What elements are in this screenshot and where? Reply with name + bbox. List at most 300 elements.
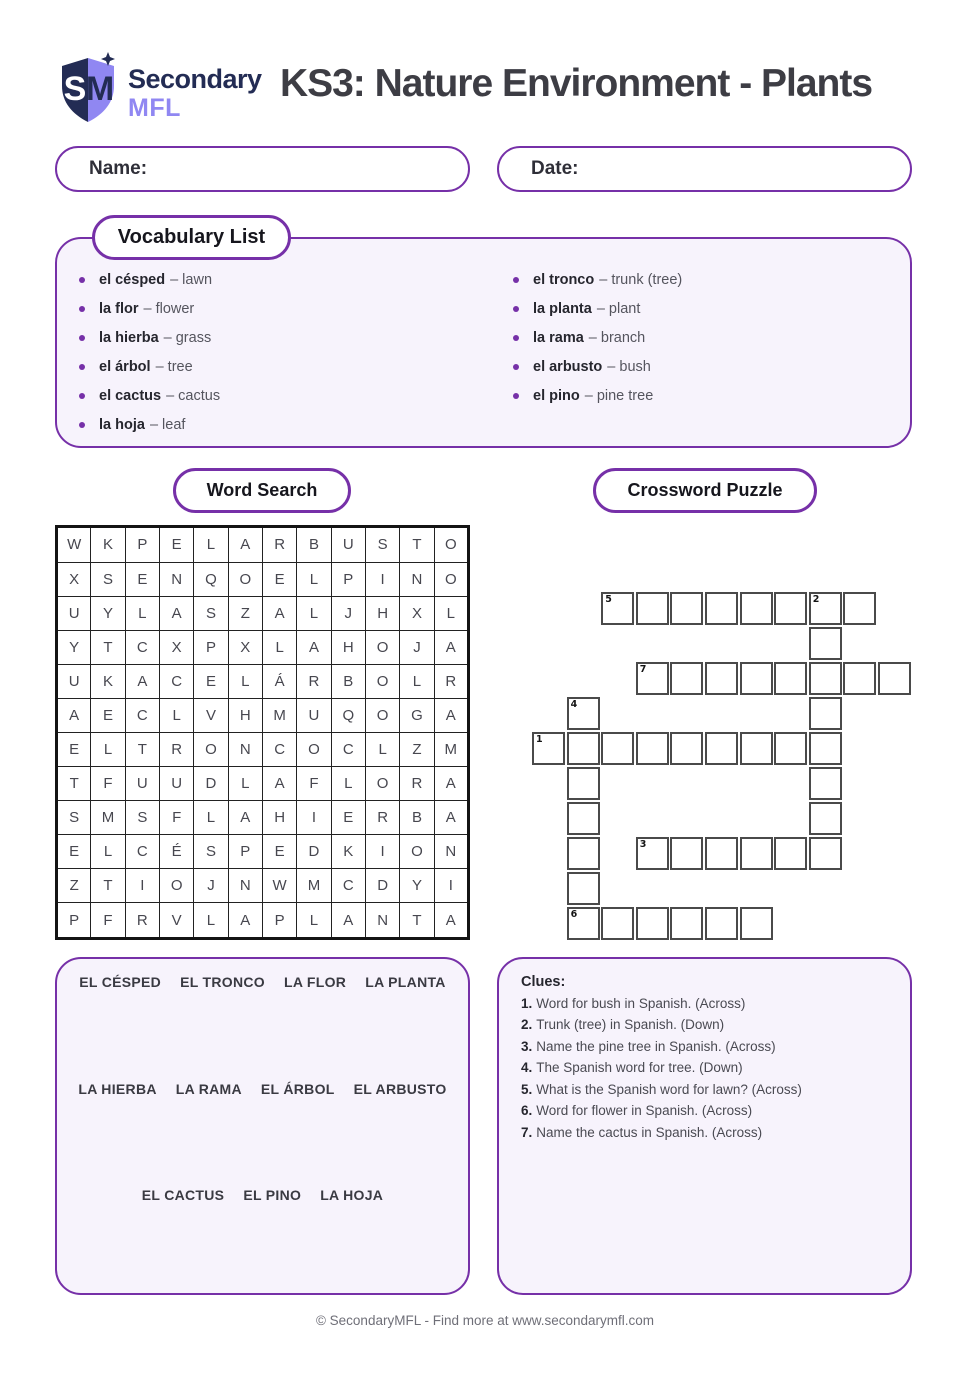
word-search-cell: L [331, 767, 365, 801]
logo [58, 52, 262, 128]
word-search-cell: Z [400, 732, 434, 766]
clues-list [521, 974, 896, 1146]
crossword-cell [774, 732, 807, 765]
crossword-cell [740, 732, 773, 765]
word-search-cell: A [228, 527, 262, 563]
word-search-cell: E [331, 801, 365, 835]
word-search-cell: R [159, 732, 193, 766]
word-list-word: LA RAMA [175, 1081, 242, 1097]
crossword-cell [636, 732, 669, 765]
clue-number: 5. [521, 1081, 533, 1097]
word-search-cell: A [434, 767, 468, 801]
word-search-cell: A [262, 596, 296, 630]
word-search-cell: M [297, 869, 331, 903]
vocab-translation: – flower [143, 300, 195, 317]
bullet-icon [513, 364, 519, 370]
clue-text: What is the Spanish word for lawn? (Across) [536, 1081, 802, 1097]
clue-line [521, 1082, 896, 1104]
clue-line [521, 1039, 896, 1061]
logo-text-top: Secondary [128, 64, 262, 94]
word-search-cell: N [159, 562, 193, 596]
vocab-translation: – grass [163, 329, 212, 346]
vocab-translation: – branch [588, 329, 646, 346]
word-search-cell: I [434, 869, 468, 903]
word-search-cell: R [297, 664, 331, 698]
word-search-cell: L [194, 801, 228, 835]
svg-text:M: M [85, 70, 115, 108]
word-list-row [57, 974, 468, 990]
crossword-cell [843, 592, 876, 625]
word-search-cell: P [57, 903, 91, 939]
page-title: KS3: Nature Environment - Plants [279, 62, 873, 105]
bullet-icon [79, 393, 85, 399]
vocab-translation: – trunk (tree) [599, 271, 683, 288]
word-search-cell: A [434, 903, 468, 939]
word-search-title-pill: Word Search [173, 468, 351, 513]
word-search-cell: J [400, 630, 434, 664]
crossword-cell [809, 767, 842, 800]
word-search-cell: A [125, 664, 159, 698]
crossword-cell-number: 7 [639, 664, 647, 675]
bullet-icon [79, 422, 85, 428]
crossword-cell [705, 907, 738, 940]
crossword-cell [809, 802, 842, 835]
word-search-cell: T [91, 630, 125, 664]
crossword-cell [567, 697, 600, 730]
word-search-cell: U [297, 698, 331, 732]
word-search-cell: N [228, 869, 262, 903]
word-search-cell: W [262, 869, 296, 903]
word-search-cell: R [434, 664, 468, 698]
word-search-cell: K [91, 527, 125, 563]
word-search-cell: A [228, 903, 262, 939]
crossword-cell [670, 662, 703, 695]
vocab-term: la hierba [99, 329, 159, 346]
word-search-cell: T [400, 527, 434, 563]
word-search-cell: O [159, 869, 193, 903]
vocab-item [513, 352, 682, 381]
word-search-cell: T [91, 869, 125, 903]
crossword-cell [774, 662, 807, 695]
word-search-cell: É [159, 835, 193, 869]
word-search-cell: Y [91, 596, 125, 630]
vocab-term: la planta [533, 300, 592, 317]
clue-number: 7. [521, 1124, 533, 1140]
word-search-cell: K [91, 664, 125, 698]
word-search-cell: L [297, 562, 331, 596]
crossword-cell [740, 662, 773, 695]
word-search-cell: D [194, 767, 228, 801]
crossword-cell [774, 592, 807, 625]
word-search-cell: Z [228, 596, 262, 630]
word-search-cell: V [194, 698, 228, 732]
word-search-cell: B [331, 664, 365, 698]
word-search-cell: L [228, 767, 262, 801]
word-search-cell: L [91, 732, 125, 766]
word-search-cell: O [434, 562, 468, 596]
crossword-grid [532, 592, 914, 944]
word-search-cell: R [400, 767, 434, 801]
word-search-cell: O [365, 664, 399, 698]
word-search-cell: E [262, 562, 296, 596]
crossword-cell [809, 592, 842, 625]
clue-text: Trunk (tree) in Spanish. (Down) [536, 1017, 725, 1032]
crossword-cell [740, 837, 773, 870]
word-search-cell: X [228, 630, 262, 664]
word-search-cell: J [194, 869, 228, 903]
word-search-cell: X [57, 562, 91, 596]
word-list-row [57, 1187, 468, 1203]
word-search-cell: A [159, 596, 193, 630]
vocab-item [79, 294, 220, 323]
word-search-cell: P [125, 527, 159, 563]
vocab-term: la flor [99, 300, 139, 317]
word-search-cell: H [228, 698, 262, 732]
word-list-word: EL TRONCO [180, 974, 265, 990]
word-search-cell: N [434, 835, 468, 869]
word-search-cell: E [125, 562, 159, 596]
word-list-word: EL PINO [243, 1187, 302, 1203]
word-search-cell: I [365, 562, 399, 596]
word-search-cell: A [331, 903, 365, 939]
word-list-word: LA HOJA [320, 1187, 384, 1203]
word-search-cell: D [365, 869, 399, 903]
crossword-cell [670, 592, 703, 625]
crossword-cell-number: 4 [570, 699, 578, 710]
word-search-cell: M [91, 801, 125, 835]
word-search-cell: F [297, 767, 331, 801]
word-search-cell: N [365, 903, 399, 939]
word-search-cell: L [297, 596, 331, 630]
word-search-cell: I [125, 869, 159, 903]
word-search-cell: O [400, 835, 434, 869]
word-list-row [57, 1081, 468, 1097]
word-list-word: LA PLANTA [365, 974, 446, 990]
vocab-term: el cactus [99, 387, 162, 404]
date-field [497, 146, 912, 192]
word-search-cell: L [400, 664, 434, 698]
name-label: Name: [89, 158, 148, 179]
vocab-item [79, 352, 220, 381]
word-search-cell: X [400, 596, 434, 630]
word-search-cell: B [400, 801, 434, 835]
word-search-cell: W [57, 527, 91, 563]
word-search-cell: L [297, 903, 331, 939]
word-search-cell: K [331, 835, 365, 869]
vocab-translation: – tree [155, 358, 193, 375]
word-search-cell: G [400, 698, 434, 732]
word-search-cell: E [57, 835, 91, 869]
clue-line [521, 1017, 896, 1039]
word-search-cell: E [91, 698, 125, 732]
word-search-cell: A [434, 630, 468, 664]
vocab-translation: – plant [596, 300, 641, 317]
word-search-cell: U [57, 664, 91, 698]
crossword-cell [705, 592, 738, 625]
word-search-cell: C [331, 732, 365, 766]
crossword-cell [774, 837, 807, 870]
name-field [55, 146, 470, 192]
word-list-word: LA HIERBA [78, 1081, 157, 1097]
clue-number: 6. [521, 1103, 533, 1118]
crossword-cell [809, 837, 842, 870]
crossword-cell [809, 627, 842, 660]
word-search-grid [55, 525, 470, 940]
word-search-cell: P [331, 562, 365, 596]
word-search-cell: Q [194, 562, 228, 596]
vocab-item [79, 381, 220, 410]
crossword-cell [567, 767, 600, 800]
vocab-translation: – lawn [170, 271, 213, 288]
word-search-cell: C [159, 664, 193, 698]
word-search-cell: A [57, 698, 91, 732]
bullet-icon [79, 277, 85, 283]
crossword-cell [567, 872, 600, 905]
word-search-cell: V [159, 903, 193, 939]
vocab-term: el árbol [99, 358, 151, 375]
vocab-item [79, 410, 220, 439]
word-search-cell: C [125, 835, 159, 869]
crossword-cell [705, 837, 738, 870]
word-search-cell: Y [57, 630, 91, 664]
crossword-title-pill: Crossword Puzzle [593, 468, 817, 513]
word-search-cell: A [228, 801, 262, 835]
crossword-cell [567, 802, 600, 835]
word-search-cell: R [125, 903, 159, 939]
word-search-cell: Y [400, 869, 434, 903]
word-search-cell: Q [331, 698, 365, 732]
crossword-cell [567, 732, 600, 765]
word-search-cell: A [434, 801, 468, 835]
date-label: Date: [531, 158, 579, 179]
vocab-term: el tronco [533, 271, 595, 288]
word-search-cell: M [434, 732, 468, 766]
bullet-icon [79, 364, 85, 370]
vocab-term: la hoja [99, 416, 145, 433]
crossword-cell [843, 662, 876, 695]
vocab-item [79, 323, 220, 352]
word-search-cell: C [331, 869, 365, 903]
clue-line [521, 1125, 896, 1147]
word-search-cell: O [434, 527, 468, 563]
word-search-cell: T [57, 767, 91, 801]
crossword-cell [705, 662, 738, 695]
word-search-cell: S [57, 801, 91, 835]
clue-text: The Spanish word for tree. (Down) [536, 1060, 743, 1075]
word-search-cell: E [262, 835, 296, 869]
word-search-cell: L [228, 664, 262, 698]
crossword-cell-number: 6 [570, 909, 578, 920]
word-search-cell: F [91, 903, 125, 939]
word-search-cell: A [434, 698, 468, 732]
vocabulary-list-right [513, 265, 682, 410]
vocabulary-list-left [79, 265, 220, 439]
word-search-cell: R [365, 801, 399, 835]
word-list-word: EL ARBUSTO [353, 1081, 447, 1097]
word-search-cell: E [159, 527, 193, 563]
crossword-cell [670, 837, 703, 870]
vocab-item [79, 265, 220, 294]
word-search-cell: P [194, 630, 228, 664]
vocab-translation: – bush [607, 358, 651, 375]
word-search-cell: U [125, 767, 159, 801]
footer-credit: © SecondaryMFL - Find more at www.secondarymfl.com [315, 1313, 655, 1328]
word-search-cell: C [125, 698, 159, 732]
clue-text: Name the pine tree in Spanish. (Across) [536, 1038, 776, 1054]
word-list-box [55, 957, 470, 1295]
word-search-cell: L [434, 596, 468, 630]
vocabulary-title-pill: Vocabulary List [92, 215, 291, 260]
word-search-cell: O [297, 732, 331, 766]
vocab-translation: – leaf [149, 416, 186, 433]
word-search-cell: D [297, 835, 331, 869]
word-search-cell: I [365, 835, 399, 869]
clue-line [521, 1060, 896, 1082]
word-search-cell: U [331, 527, 365, 563]
word-search-cell: L [91, 835, 125, 869]
clue-text: Name the cactus in Spanish. (Across) [536, 1124, 763, 1140]
word-search-cell: U [57, 596, 91, 630]
word-search-cell: H [365, 596, 399, 630]
word-search-cell: M [262, 698, 296, 732]
word-search-cell: L [194, 527, 228, 563]
crossword-cell [740, 907, 773, 940]
clue-text: Word for flower in Spanish. (Across) [536, 1103, 753, 1118]
clue-number: 3. [521, 1038, 533, 1054]
word-search-cell: H [262, 801, 296, 835]
crossword-cell [740, 592, 773, 625]
vocab-translation: – cactus [166, 387, 221, 404]
crossword-cell [601, 907, 634, 940]
clue-number: 1. [521, 995, 533, 1011]
bullet-icon [79, 335, 85, 341]
bullet-icon [79, 306, 85, 312]
word-list-word: LA FLOR [283, 974, 347, 990]
vocab-item [513, 323, 682, 352]
word-search-cell: A [262, 767, 296, 801]
word-list-word: EL CACTUS [141, 1187, 225, 1203]
crossword-cell [532, 732, 565, 765]
word-search-cell: L [365, 732, 399, 766]
word-search-cell: L [125, 596, 159, 630]
crossword-cell [809, 732, 842, 765]
bullet-icon [513, 393, 519, 399]
word-search-cell: O [228, 562, 262, 596]
crossword-cell [636, 837, 669, 870]
word-search-cell: C [262, 732, 296, 766]
word-search-cell: S [194, 596, 228, 630]
word-search-cell: E [57, 732, 91, 766]
crossword-cell [601, 732, 634, 765]
vocab-item [513, 381, 682, 410]
word-search-cell: P [262, 903, 296, 939]
word-search-cell: X [159, 630, 193, 664]
crossword-cell [705, 732, 738, 765]
vocab-translation: – pine tree [584, 387, 654, 404]
crossword-cell-number: 5 [605, 594, 612, 605]
bullet-icon [513, 306, 519, 312]
crossword-cell [636, 592, 669, 625]
crossword-cell-number: 3 [639, 839, 647, 850]
word-search-cell: L [159, 698, 193, 732]
word-search-cell: E [194, 664, 228, 698]
shield-logo-icon [58, 52, 122, 128]
vocabulary-box [55, 237, 912, 448]
word-search-cell: O [194, 732, 228, 766]
crossword-cell [809, 697, 842, 730]
word-search-cell: T [400, 903, 434, 939]
clue-number: 4. [521, 1060, 533, 1075]
word-search-cell: N [400, 562, 434, 596]
word-search-cell: H [331, 630, 365, 664]
vocab-term: el arbusto [533, 358, 603, 375]
word-search-cell: S [91, 562, 125, 596]
crossword-cell [567, 837, 600, 870]
word-search-cell: O [365, 630, 399, 664]
clue-line [521, 996, 896, 1018]
clue-lines [521, 996, 896, 1147]
vocab-term: el césped [99, 271, 166, 288]
crossword-cell [670, 732, 703, 765]
clue-text: Word for bush in Spanish. (Across) [536, 995, 746, 1011]
clues-box [497, 957, 912, 1295]
word-list-word: EL CÉSPED [79, 974, 162, 990]
word-search-cell: Á [262, 664, 296, 698]
word-search-cell: S [194, 835, 228, 869]
crossword-cell-number: 2 [812, 594, 820, 605]
clues-title: Clues: [521, 974, 566, 990]
crossword-cell [636, 907, 669, 940]
crossword-cell [567, 907, 600, 940]
word-search-cell: F [91, 767, 125, 801]
word-search-cell: Z [57, 869, 91, 903]
word-list-word: EL ÁRBOL [260, 1081, 335, 1097]
bullet-icon [513, 277, 519, 283]
word-search-cell: S [365, 527, 399, 563]
crossword-cell-number: 1 [536, 734, 543, 745]
word-search-cell: L [262, 630, 296, 664]
word-search-cell: O [365, 767, 399, 801]
word-search-cell: I [297, 801, 331, 835]
word-search-cell: U [159, 767, 193, 801]
word-search-cell: B [297, 527, 331, 563]
clue-number: 2. [521, 1017, 533, 1032]
crossword-cell [636, 662, 669, 695]
clue-line [521, 1103, 896, 1125]
crossword-cell [670, 907, 703, 940]
word-search-cell: F [159, 801, 193, 835]
vocab-item [513, 294, 682, 323]
vocab-item [513, 265, 682, 294]
crossword-cell [878, 662, 911, 695]
logo-text-bottom: MFL [128, 94, 181, 122]
word-search-cell: L [194, 903, 228, 939]
crossword-cell [809, 662, 842, 695]
svg-text:S: S [63, 70, 87, 108]
word-search-cell: J [331, 596, 365, 630]
word-search-cell: O [365, 698, 399, 732]
word-search-cell: N [228, 732, 262, 766]
word-search-cell: A [297, 630, 331, 664]
crossword-cell [601, 592, 634, 625]
word-search-cell: P [228, 835, 262, 869]
word-search-cell: R [262, 527, 296, 563]
word-search-cell: S [125, 801, 159, 835]
word-search-cell: T [125, 732, 159, 766]
vocab-term: el pino [533, 387, 580, 404]
word-search-cell: C [125, 630, 159, 664]
vocab-term: la rama [533, 329, 584, 346]
